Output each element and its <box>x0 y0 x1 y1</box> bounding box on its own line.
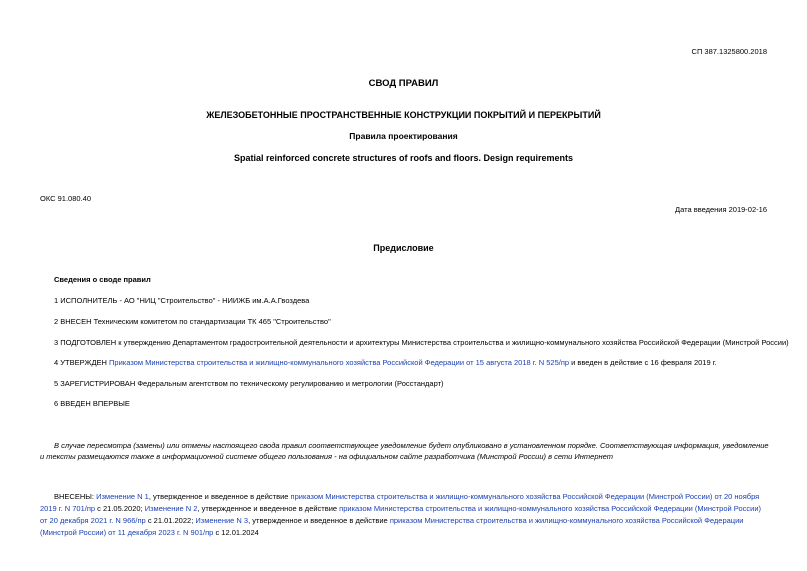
change-1-order-link[interactable]: приказом Министерства строительства и жилищно-коммунального хозяйства Российской Федерации (Минстрой России) от 20 ноября 2019 г. N 701/пр <box>40 492 760 513</box>
change-2-order-link[interactable]: приказом Министерства строительства и жилищно-коммунального хозяйства Российской Федерации (Минстрой России) от 20 декабря 2021 г. N 966/пр <box>40 504 762 525</box>
change-1-link[interactable]: Изменение N 1 <box>96 492 149 501</box>
item-first-introduced: 6 ВВЕДЕН ВПЕРВЫЕ <box>54 399 130 408</box>
document-subtitle: Правила проектирования <box>349 131 458 141</box>
preface-heading: Предисловие <box>373 243 434 253</box>
approval-order-link[interactable]: Приказом Министерства строительства и жилищно-коммунального хозяйства Российской Федерации от 15 августа 2018 г. N 525/пр <box>109 358 570 367</box>
changes-text: , утвержденное и введенное в действие <box>148 492 291 501</box>
item-submitted: 2 ВНЕСЕН Техническим комитетом по стандартизации ТК 465 "Строительство" <box>54 317 331 326</box>
changes-label: ВНЕСЕНЫ: <box>54 492 97 501</box>
oks-code: ОКС 91.080.40 <box>40 194 91 203</box>
changes-text: с 21.05.2020; <box>95 504 145 513</box>
changes-text: с 21.01.2022; <box>145 516 196 525</box>
info-heading: Сведения о своде правил <box>54 275 151 284</box>
item-executor: 1 ИСПОЛНИТЕЛЬ - АО "НИЦ "Строительство" - НИИЖБ им.А.А.Гвоздева <box>54 296 310 305</box>
changes-text: , утвержденное и введенное в действие <box>197 504 340 513</box>
changes-text: , утвержденное и введенное в действие <box>248 516 390 525</box>
change-3-link[interactable]: Изменение N 3 <box>195 516 249 525</box>
document-code: СП 387.1325800.2018 <box>691 47 767 56</box>
item-approved-suffix: и введен в действие с 16 февраля 2019 г. <box>569 358 717 367</box>
change-3-order-link[interactable]: приказом Министерства строительства и жилищно-коммунального хозяйства Российской Федерации (Минстрой России) от 11 декабря 2023 г. N 901/пр <box>40 516 744 537</box>
document-title: СВОД ПРАВИЛ <box>368 78 439 89</box>
item-registered: 5 ЗАРЕГИСТРИРОВАН Федеральным агентством по техническому регулированию и метрологии (Росстандарт) <box>54 379 444 388</box>
changes-paragraph <box>40 491 770 539</box>
revision-notice: В случае пересмотра (замены) или отмены настоящего свода правил соответствующее уведомление будет опубликовано в установленном порядке. Соответствующая информация, уведомление и тексты размещаются также в информационной системе общего пользования - на официальном сайте разработчика (Минстрой России) в сети Интернет <box>40 441 769 461</box>
changes-text: с 12.01.2024 <box>213 528 259 537</box>
change-2-link[interactable]: Изменение N 2 <box>144 504 198 513</box>
intro-date: Дата введения 2019-02-16 <box>675 205 767 214</box>
english-title: Spatial reinforced concrete structures of roofs and floors. Design requirements <box>233 153 574 163</box>
item-prepared: 3 ПОДГОТОВЛЕН к утверждению Департаментом градостроительной деятельности и архитектуры Министерства строительства и жилищно-коммунального хозяйства Российской Федерации (Минстрой России) <box>54 338 789 347</box>
item-approved-prefix: 4 УТВЕРЖДЕН <box>54 358 110 367</box>
item-approved <box>54 358 717 367</box>
document-subject: ЖЕЛЕЗОБЕТОННЫЕ ПРОСТРАНСТВЕННЫЕ КОНСТРУКЦИИ ПОКРЫТИЙ И ПЕРЕКРЫТИЙ <box>206 110 601 120</box>
